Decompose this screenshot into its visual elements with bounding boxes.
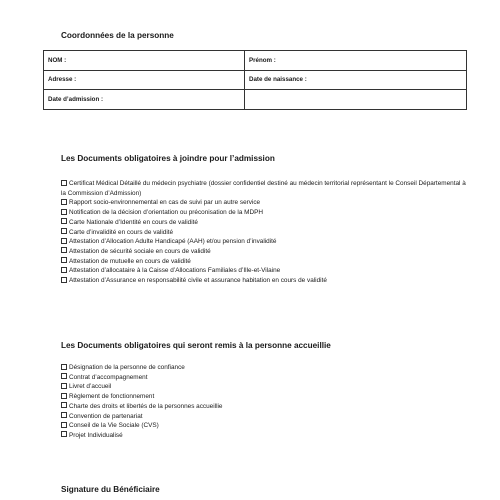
list-item: [61, 373, 471, 383]
checkbox[interactable]: [61, 218, 67, 224]
field-date-naissance[interactable]: Date de naissance :: [245, 70, 467, 90]
field-adresse[interactable]: Adresse :: [44, 70, 245, 90]
list-item: [61, 412, 471, 422]
list-item: [61, 257, 471, 267]
handed-documents-list: [61, 363, 471, 441]
field-date-admission[interactable]: Date d’admission :: [44, 90, 245, 110]
list-item: [61, 266, 471, 276]
list-item: [61, 247, 471, 257]
list-item: [61, 431, 471, 441]
table-row: [44, 90, 467, 110]
list-item: [61, 218, 471, 228]
checkbox[interactable]: [61, 238, 67, 244]
list-item-label: Projet Individualisé: [69, 431, 123, 439]
list-item: [61, 402, 471, 412]
checkbox[interactable]: [61, 199, 67, 205]
checkbox[interactable]: [61, 383, 67, 389]
list-item: [61, 421, 471, 431]
table-row: [44, 70, 467, 90]
checkbox[interactable]: [61, 431, 67, 437]
checkbox[interactable]: [61, 247, 67, 253]
admission-documents-list: [61, 179, 471, 286]
list-item: [61, 392, 471, 402]
list-item-label: Règlement de fonctionnement: [69, 393, 155, 401]
field-empty[interactable]: [245, 90, 467, 110]
list-item-label: Conseil de la Vie Sociale (CVS): [69, 422, 159, 430]
list-item: [61, 208, 471, 218]
field-prenom[interactable]: Prénom :: [245, 51, 467, 71]
list-item-label: Certificat Médical Détaillé du médecin psychiatre (dossier confidentiel destiné au médecin territorial représentant le Conseil Départemental à la Commission d’Admission): [61, 180, 466, 197]
checkbox[interactable]: [61, 422, 67, 428]
list-item: [61, 179, 471, 198]
list-item-label: Carte Nationale d’Identité en cours de validité: [69, 218, 198, 226]
checkbox[interactable]: [61, 393, 67, 399]
field-nom[interactable]: NOM :: [44, 51, 245, 71]
list-item-label: Charte des droits et libertés de la personnes accueillie: [69, 402, 223, 410]
list-item-label: Carte d’invalidité en cours de validité: [69, 228, 174, 236]
list-item: [61, 382, 471, 392]
checkbox[interactable]: [61, 402, 67, 408]
list-item-label: Désignation de la personne de confiance: [69, 364, 185, 371]
list-item-label: Livret d’accueil: [69, 383, 112, 391]
list-item: [61, 276, 471, 286]
list-item: [61, 363, 471, 373]
list-item-label: Attestation d’Allocation Adulte Handicapé (AAH) et/ou pension d’invalidité: [69, 238, 277, 246]
list-item: [61, 237, 471, 247]
list-item-label: Attestation de mutuelle en cours de validité: [69, 257, 191, 265]
list-item-label: Rapport socio-environnemental en cas de suivi par un autre service: [69, 199, 261, 207]
checkbox[interactable]: [61, 228, 67, 234]
list-item: [61, 198, 471, 208]
checkbox[interactable]: [61, 373, 67, 379]
list-item-label: Notification de la décision d’orientation ou préconisation de la MDPH: [69, 209, 263, 217]
section-title-documents-remis: Les Documents obligatoires qui seront remis à la personne accueillie: [61, 341, 331, 350]
person-info-table: [43, 50, 467, 110]
list-item-label: Attestation d’Assurance en responsabilité civile et assurance habitation en cours de validité: [69, 277, 327, 285]
list-item: [61, 228, 471, 238]
checkbox[interactable]: [61, 180, 67, 186]
checkbox[interactable]: [61, 267, 67, 273]
checkbox[interactable]: [61, 257, 67, 263]
checkbox[interactable]: [61, 209, 67, 215]
list-item-label: Attestation d’allocataire à la Caisse d’Allocations Familiales d’Ille-et-Vilaine: [69, 267, 281, 275]
section-title-signature: Signature du Bénéficiaire: [61, 485, 160, 494]
list-item-label: Contrat d’accompagnement: [69, 373, 148, 381]
section-title-documents-admission: Les Documents obligatoires à joindre pour l’admission: [61, 154, 275, 163]
list-item-label: Attestation de sécurité sociale en cours de validité: [69, 247, 211, 255]
list-item-label: Convention de partenariat: [69, 412, 143, 420]
checkbox[interactable]: [61, 277, 67, 283]
checkbox[interactable]: [61, 364, 67, 370]
table-row: [44, 51, 467, 71]
checkbox[interactable]: [61, 412, 67, 418]
section-title-coordonnees: Coordonnées de la personne: [61, 31, 174, 40]
